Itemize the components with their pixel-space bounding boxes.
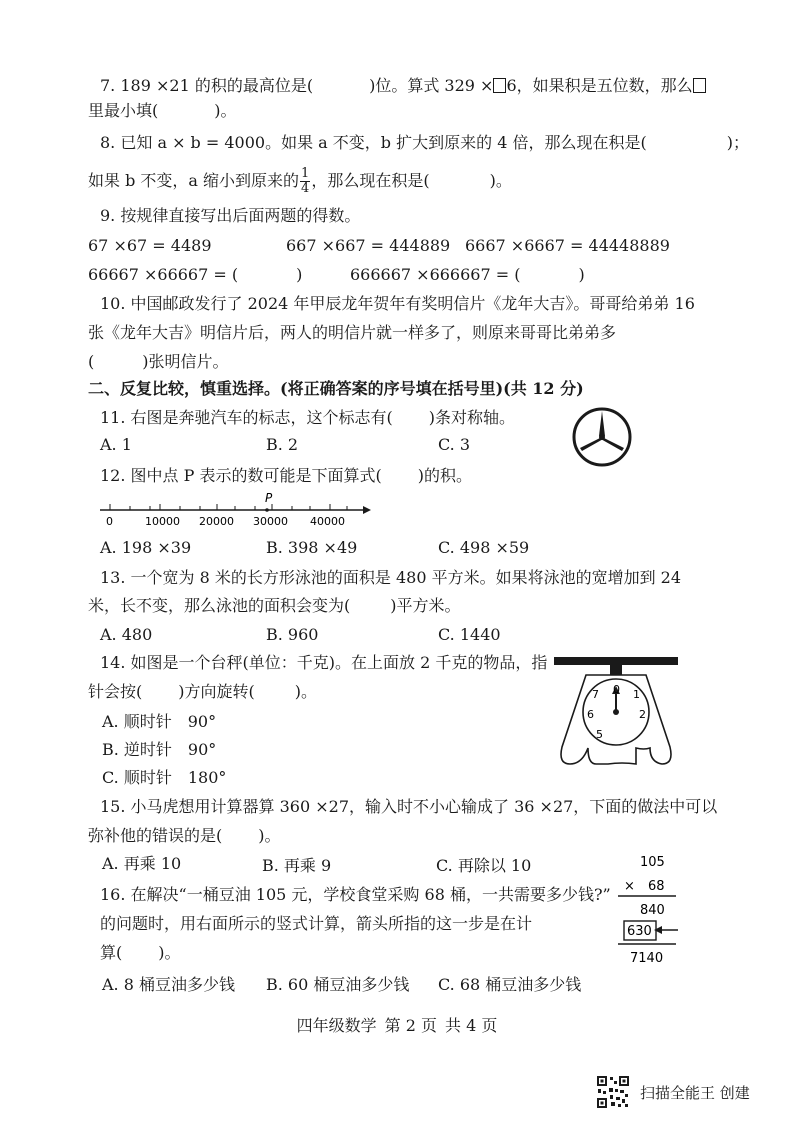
dial-label-2: 2 [639, 708, 646, 721]
q16-option-b[interactable]: B. 60 桶豆油多少钱 [266, 975, 410, 994]
calc-second: 68 [648, 879, 665, 894]
q12-option-b[interactable]: B. 398 ×49 [266, 538, 358, 557]
qr-code-icon [596, 1075, 630, 1109]
q13-option-b[interactable]: B. 960 [266, 625, 319, 644]
q10-line3: ( )张明信片。 [88, 352, 229, 371]
calc-partial-1: 840 [640, 903, 665, 918]
fraction-one-quarter: $\frac{1}{4}$ [301, 166, 310, 196]
number-line [95, 490, 375, 530]
point-p-label: P [265, 491, 273, 505]
q11-stem: 11. 右图是奔驰汽车的标志，这个标志有( )条对称轴。 [100, 408, 516, 427]
point-p [265, 508, 269, 512]
q13-line1: 13. 一个宽为 8 米的长方形泳池的面积是 480 平方米。如果将泳池的宽增加到 24 [100, 568, 682, 587]
q15-option-b[interactable]: B. 再乘 9 [262, 856, 332, 875]
q13-line2: 米，长不变，那么泳池的面积会变为( )平方米。 [88, 596, 461, 615]
q7-line2: 里最小填( )。 [88, 101, 237, 120]
mercedes-logo-icon [570, 405, 634, 469]
q12-option-c[interactable]: C. 498 ×59 [438, 538, 530, 557]
q9-title: 9. 按规律直接写出后面两题的得数。 [100, 206, 361, 225]
q15-line1: 15. 小马虎想用计算器算 360 ×27，输入时不小心输成了 36 ×27，下面的做法中可以 [100, 797, 718, 816]
q13-option-c[interactable]: C. 1440 [438, 625, 501, 644]
calc-result: 7140 [630, 951, 664, 966]
number-line-arrow-icon [363, 506, 371, 514]
number-line-ticks [110, 504, 347, 510]
q14-line2: 针会按( )方向旋转( )。 [88, 682, 317, 701]
q15-option-a[interactable]: A. 再乘 10 [102, 854, 182, 873]
vertical-multiplication [610, 852, 690, 968]
calc-top: 105 [640, 855, 665, 870]
q9-question-2: 666667 ×666667 = ( ) [350, 265, 585, 284]
q16-option-c[interactable]: C. 68 桶豆油多少钱 [438, 975, 582, 994]
calc-arrow-icon [654, 926, 662, 934]
q10-line2: 张《龙年大吉》明信片后，两人的明信片就一样多了，则原来哥哥比弟弟多 [88, 323, 617, 342]
tick-label-40000: 40000 [310, 515, 345, 528]
tick-label-20000: 20000 [199, 515, 234, 528]
dial-label-5: 5 [596, 728, 603, 741]
q16-line1: 16. 在解决“一桶豆油 105 元，学校食堂采购 68 桶，一共需要多少钱?” [100, 885, 611, 904]
q8-line2: 如果 b 不变，a 缩小到原来的 $\frac{1}{4}$ ，那么现在积是( )。 [88, 166, 512, 196]
q14-line1: 14. 如图是一个台秤(单位：千克)。在上面放 2 千克的物品，指 [100, 653, 548, 672]
q10-line1: 10. 中国邮政发行了 2024 年甲辰龙年贺年有奖明信片《龙年大吉》。哥哥给弟弟 16 [100, 294, 695, 313]
dial-label-0: 0 [613, 683, 620, 696]
q9-question-1: 66667 ×66667 = ( ) [88, 265, 303, 284]
q16-line3: 算( )。 [100, 943, 181, 962]
q15-line2: 弥补他的错误的是( )。 [88, 826, 281, 845]
tick-label-10000: 10000 [145, 515, 180, 528]
q14-option-a[interactable]: A. 顺时针 90° [102, 712, 217, 731]
q7-box1[interactable] [493, 78, 506, 93]
q7-line1: 7. 189 ×21 的积的最高位是( )位。算式 329 × 6，如果积是五位数，那么 [100, 75, 706, 97]
q9-example-3: 6667 ×6667 = 44448889 [465, 236, 670, 255]
dial-label-1: 1 [633, 688, 640, 701]
page-footer: 四年级数学 第 2 页 共 4 页 [296, 1016, 498, 1035]
q11-option-b[interactable]: B. 2 [266, 435, 299, 454]
q15-option-c[interactable]: C. 再除以 10 [436, 856, 532, 875]
calc-times-sign: × [624, 879, 635, 894]
q12-option-a[interactable]: A. 198 ×39 [100, 538, 192, 557]
dial-label-6: 6 [587, 708, 594, 721]
tick-label-0: 0 [106, 515, 113, 528]
dial-label-7: 7 [592, 688, 599, 701]
scale-platform [554, 657, 678, 665]
q7-box2[interactable] [693, 78, 706, 93]
q8-line1: 8. 已知 a × b = 4000。如果 a 不变，b 扩大到原来的 4 倍，那么现在积是( )； [100, 133, 749, 152]
q16-line2: 的问题时，用右面所示的竖式计算，箭头所指的这一步是在计 [100, 914, 533, 933]
q11-option-c[interactable]: C. 3 [438, 435, 471, 454]
tick-label-30000: 30000 [253, 515, 288, 528]
scanner-watermark: 扫描全能王 创建 [640, 1084, 750, 1102]
scale-diagram [552, 652, 680, 772]
calc-partial-2: 630 [627, 924, 652, 939]
q14-option-c[interactable]: C. 顺时针 180° [102, 768, 227, 787]
q13-option-a[interactable]: A. 480 [100, 625, 153, 644]
q9-example-1: 67 ×67 = 4489 [88, 236, 212, 255]
q9-example-2: 667 ×667 = 444889 [286, 236, 451, 255]
q11-option-a[interactable]: A. 1 [100, 435, 132, 454]
q14-option-b[interactable]: B. 逆时针 90° [102, 740, 217, 759]
section-2-heading: 二、反复比较，慎重选择。(将正确答案的序号填在括号里)(共 12 分) [88, 379, 584, 398]
q12-stem: 12. 图中点 P 表示的数可能是下面算式( )的积。 [100, 466, 472, 485]
q16-option-a[interactable]: A. 8 桶豆油多少钱 [102, 975, 235, 994]
